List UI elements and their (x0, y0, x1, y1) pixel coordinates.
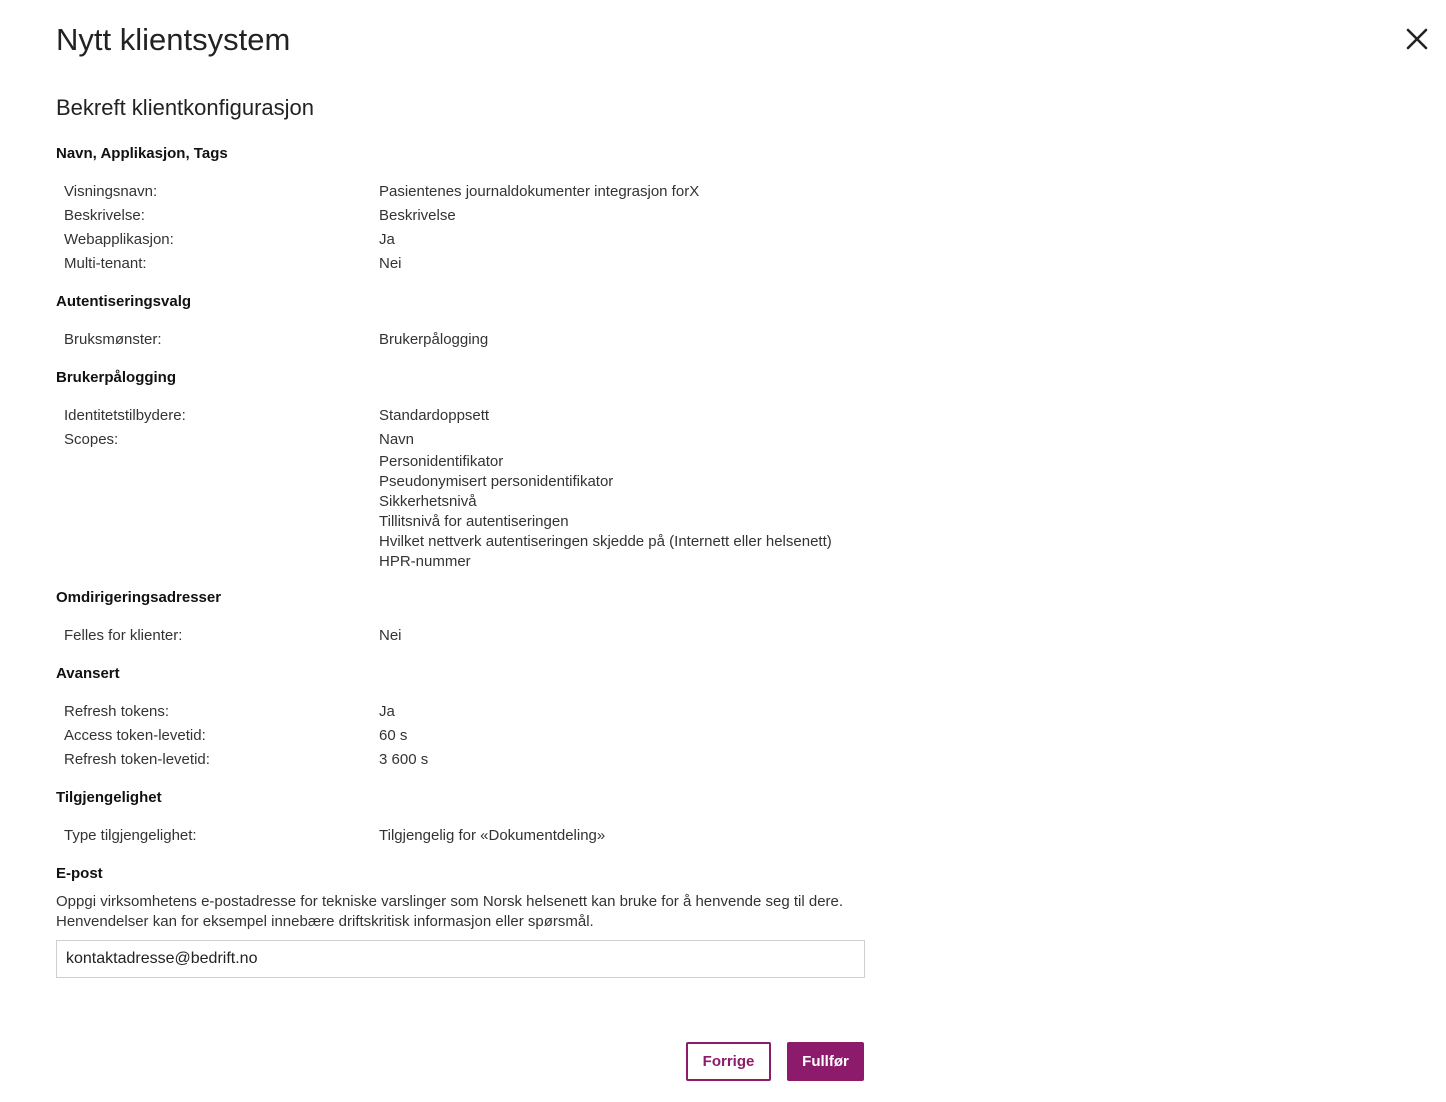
row-value: Ja (379, 231, 395, 248)
section-name-app-tags (56, 144, 876, 276)
section-redirect (56, 588, 876, 648)
close-button[interactable] (1402, 24, 1432, 54)
scope-item: HPR-nummer (379, 553, 471, 570)
scope-item: Tillitsnivå for autentiseringen (379, 513, 569, 530)
row-label: Felles for klienter: (64, 627, 183, 644)
row-value: Nei (379, 627, 402, 644)
scope-item: Hvilket nettverk autentiseringen skjedde på (Internett eller helsenett) (379, 533, 832, 550)
scope-item: Navn (379, 431, 415, 448)
scope-item: Sikkerhetsnivå (379, 493, 477, 510)
section-heading: Navn, Applikasjon, Tags (56, 145, 228, 162)
footer-buttons (686, 1042, 864, 1081)
email-description-line: Henvendelser kan for eksempel innebære driftskritisk informasjon eller spørsmål. (56, 913, 594, 930)
summary-row (56, 700, 876, 724)
row-label: Beskrivelse: (64, 207, 145, 224)
row-value: Tilgjengelig for «Dokumentdeling» (379, 827, 606, 844)
summary-row (56, 724, 876, 748)
summary-row (56, 824, 876, 848)
previous-button[interactable]: Forrige (686, 1042, 771, 1081)
summary-row (56, 328, 876, 352)
section-heading: E-post (56, 865, 103, 882)
row-value: Beskrivelse (379, 207, 456, 224)
section-advanced (56, 664, 876, 772)
summary-row-scopes (56, 428, 876, 572)
row-value: Standardoppsett (379, 407, 490, 424)
summary-row (56, 404, 876, 428)
email-description (56, 892, 876, 932)
row-label: Bruksmønster: (64, 331, 162, 348)
row-value: 60 s (379, 727, 408, 744)
dialog-subtitle: Bekreft klientkonfigurasjon (56, 95, 315, 120)
summary-row (56, 748, 876, 772)
row-label: Refresh tokens: (64, 703, 170, 720)
row-value: Pasientenes journaldokumenter integrasjon forX (379, 183, 700, 200)
section-heading: Brukerpålogging (56, 369, 177, 386)
summary-content (56, 144, 876, 994)
summary-row (56, 180, 876, 204)
section-user-login (56, 368, 876, 572)
row-label: Webapplikasjon: (64, 231, 174, 248)
email-description-line: Oppgi virksomhetens e-postadresse for tekniske varslinger som Norsk helsenett kan bruke for å henvende seg til dere. (56, 893, 844, 910)
section-email (56, 864, 876, 978)
summary-row (56, 252, 876, 276)
row-label: Identitetstilbydere: (64, 407, 186, 424)
summary-row (56, 624, 876, 648)
section-auth-choice (56, 292, 876, 352)
summary-row (56, 228, 876, 252)
row-label: Visningsnavn: (64, 183, 158, 200)
row-label: Refresh token-levetid: (64, 751, 210, 768)
dialog-title: Nytt klientsystem (56, 22, 291, 57)
close-icon (1402, 24, 1432, 54)
row-label: Access token-levetid: (64, 727, 206, 744)
finish-button[interactable]: Fullfør (787, 1042, 864, 1081)
row-label: Multi-tenant: (64, 255, 147, 272)
section-heading: Avansert (56, 665, 120, 682)
summary-row (56, 204, 876, 228)
row-label: Scopes: (64, 431, 119, 448)
row-value: 3 600 s (379, 751, 429, 768)
section-availability (56, 788, 876, 848)
row-label: Type tilgjengelighet: (64, 827, 197, 844)
section-heading: Autentiseringsvalg (56, 293, 192, 310)
section-heading: Omdirigeringsadresser (56, 589, 222, 606)
scope-list (379, 428, 832, 572)
scope-item: Pseudonymisert personidentifikator (379, 473, 614, 490)
email-input[interactable] (56, 940, 865, 978)
section-heading: Tilgjengelighet (56, 789, 162, 806)
scope-item: Personidentifikator (379, 453, 504, 470)
row-value: Brukerpålogging (379, 331, 489, 348)
row-value: Nei (379, 255, 402, 272)
row-value: Ja (379, 703, 395, 720)
